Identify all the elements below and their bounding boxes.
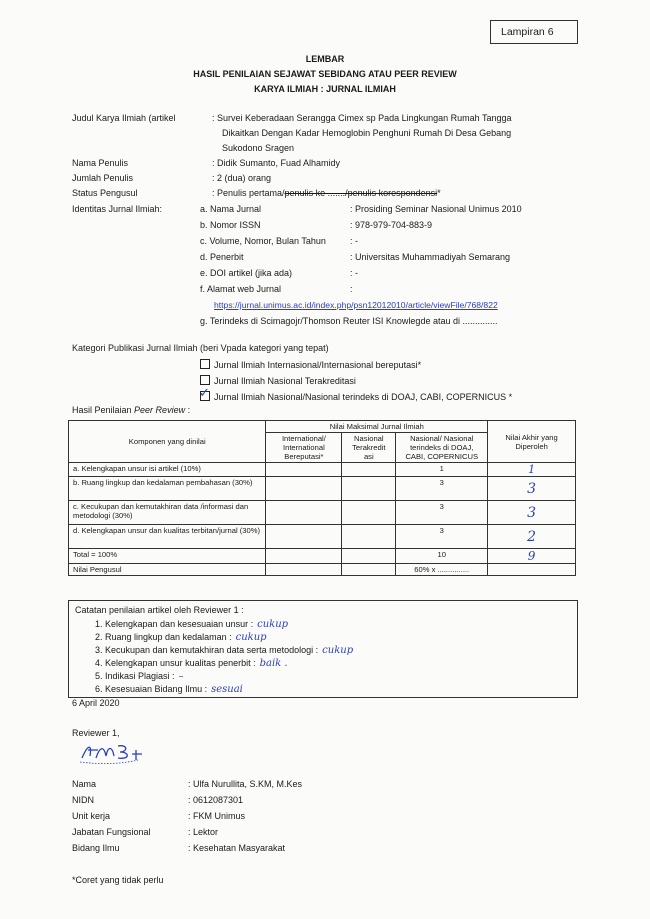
table-row: a. Kelengkapan unsur isi artikel (10%) 1 1: [69, 463, 576, 477]
category-international[interactable]: Jurnal Ilmiah Internasional/Internasional bereputasi*: [200, 359, 421, 370]
final-score-b: 3: [488, 477, 576, 501]
journal-identity-label: Identitas Jurnal Ilmiah:: [72, 204, 163, 214]
review-result-title: Hasil Penilaian Peer Review :: [72, 405, 191, 415]
position-label: Jabatan Fungsional: [72, 827, 151, 837]
reviewer-name-value: : Ulfa Nurullita, S.KM, M.Kes: [188, 779, 303, 789]
publisher-label: d. Penerbit: [200, 252, 244, 262]
authors-value: : Didik Sumanto, Fuad Alhamidy: [212, 158, 341, 168]
nidn-value: : 0612087301: [188, 795, 244, 805]
note-item: 3. Kecukupan dan kemutakhiran data serta metodologi : cukup: [95, 645, 354, 656]
work-unit-label: Unit kerja: [72, 811, 111, 821]
sheet-title-1: LEMBAR: [305, 54, 345, 64]
proposer-status-value: : Penulis pertama/penulis ke ......./penulis korespondensi*: [212, 188, 441, 198]
authors-label: Nama Penulis: [72, 158, 129, 168]
article-title-line-3: Sukodono Sragen: [222, 143, 295, 153]
table-row: Nilai Pengusul 60% x ...............: [69, 564, 576, 576]
issn-value: : 978-979-704-883-9: [350, 220, 433, 230]
field-label: Bidang Ilmu: [72, 843, 120, 853]
signature-icon: [78, 740, 148, 766]
publisher-value: : Universitas Muhammadiyah Semarang: [350, 252, 511, 262]
sheet-title-3: KARYA ILMIAH : JURNAL ILMIAH: [254, 84, 396, 94]
journal-url-link[interactable]: https://jurnal.unimus.ac.id/index.php/psn12012010/article/viewFile/768/822: [214, 300, 498, 310]
category-indexed[interactable]: ✓Jurnal Ilmiah Nasional/Nasional terindeks di DOAJ, CABI, COPERNICUS *: [200, 391, 512, 402]
score-table: [68, 420, 576, 576]
category-title: Kategori Publikasi Jurnal Ilmiah (beri Vpada kategori yang tepat): [72, 343, 329, 353]
doi-value: : -: [350, 268, 358, 278]
article-title-line-1: : Survei Keberadaan Serangga Cimex sp Pada Lingkungan Rumah Tangga: [212, 113, 512, 123]
header-international: International/ International Bereputasi*: [266, 433, 342, 463]
position-value: : Lektor: [188, 827, 219, 837]
final-score-d: 2: [488, 525, 576, 549]
final-score-total: 9: [488, 549, 576, 564]
volume-value: : -: [350, 236, 358, 246]
table-row: b. Ruang lingkup dan kedalaman pembahasan (30%) 3 3: [69, 477, 576, 501]
final-score-a: 1: [488, 463, 576, 477]
title-label: Judul Karya Ilmiah (artikel: [72, 113, 176, 123]
author-count-value: : 2 (dua) orang: [212, 173, 272, 183]
volume-label: c. Volume, Nomor, Bulan Tahun: [200, 236, 326, 246]
issn-label: b. Nomor ISSN: [200, 220, 261, 230]
article-title-line-2: Dikaitkan Dengan Kadar Hemoglobin Penghuni Rumah Di Desa Gebang: [222, 128, 512, 138]
header-max-score: Nilai Maksimal Jurnal Ilmiah: [266, 421, 488, 433]
notes-title: Catatan penilaian artikel oleh Reviewer 1 :: [75, 605, 244, 615]
sheet-title-2: HASIL PENILAIAN SEJAWAT SEBIDANG ATAU PEER REVIEW: [193, 69, 457, 79]
proposer-status-label: Status Pengusul: [72, 188, 138, 198]
attachment-label: Lampiran 6: [490, 20, 578, 44]
work-unit-value: : FKM Unimus: [188, 811, 246, 821]
table-row: Total = 100% 10 9: [69, 549, 576, 564]
author-count-label: Jumlah Penulis: [72, 173, 134, 183]
header-final-score: Nilai Akhir yang Diperoleh: [488, 421, 576, 463]
table-row: d. Kelengkapan unsur dan kualitas terbitan/jurnal (30%) 3 2: [69, 525, 576, 549]
reviewer-name-label: Nama: [72, 779, 97, 789]
final-score-c: 3: [488, 501, 576, 525]
header-national-accredited: Nasional Terakredit asi: [342, 433, 396, 463]
note-item: 1. Kelengkapan dan kesesuaian unsur : cukup: [95, 619, 289, 630]
reviewer-notes-box: [68, 600, 578, 698]
journal-web-colon: :: [350, 284, 353, 294]
header-component: Komponen yang dinilai: [69, 421, 266, 463]
indexed-in-label: g. Terindeks di Scimagojr/Thomson Reuter ISI Knowlegde atau di ..............: [200, 316, 498, 326]
checked-checkbox-icon[interactable]: [200, 391, 210, 401]
note-item: 2. Ruang lingkup dan kedalaman : cukup: [95, 632, 267, 643]
checkbox-icon[interactable]: [200, 375, 210, 385]
review-date: 6 April 2020: [72, 698, 120, 708]
journal-web-label: f. Alamat web Jurnal: [200, 284, 282, 294]
nidn-label: NIDN: [72, 795, 94, 805]
journal-name-label: a. Nama Jurnal: [200, 204, 262, 214]
checkbox-icon[interactable]: [200, 359, 210, 369]
field-value: : Kesehatan Masyarakat: [188, 843, 286, 853]
doi-label: e. DOI artikel (jika ada): [200, 268, 293, 278]
reviewer-heading: Reviewer 1,: [72, 728, 120, 738]
header-national-indexed: Nasional/ Nasional terindeks di DOAJ, CABI, COPERNICUS: [396, 433, 488, 463]
footnote: *Coret yang tidak perlu: [72, 875, 164, 885]
note-item: 6. Kesesuaian Bidang Ilmu : sesuai: [95, 684, 243, 695]
note-item: 4. Kelengkapan unsur kualitas penerbit : baik .: [95, 658, 288, 669]
table-row: c. Kecukupan dan kemutakhiran data /informasi dan metodologi (30%) 3 3: [69, 501, 576, 525]
note-item: 5. Indikasi Plagiasi : –: [95, 671, 184, 682]
category-accredited[interactable]: Jurnal Ilmiah Nasional Terakreditasi: [200, 375, 356, 386]
journal-name-value: : Prosiding Seminar Nasional Unimus 2010: [350, 204, 522, 214]
